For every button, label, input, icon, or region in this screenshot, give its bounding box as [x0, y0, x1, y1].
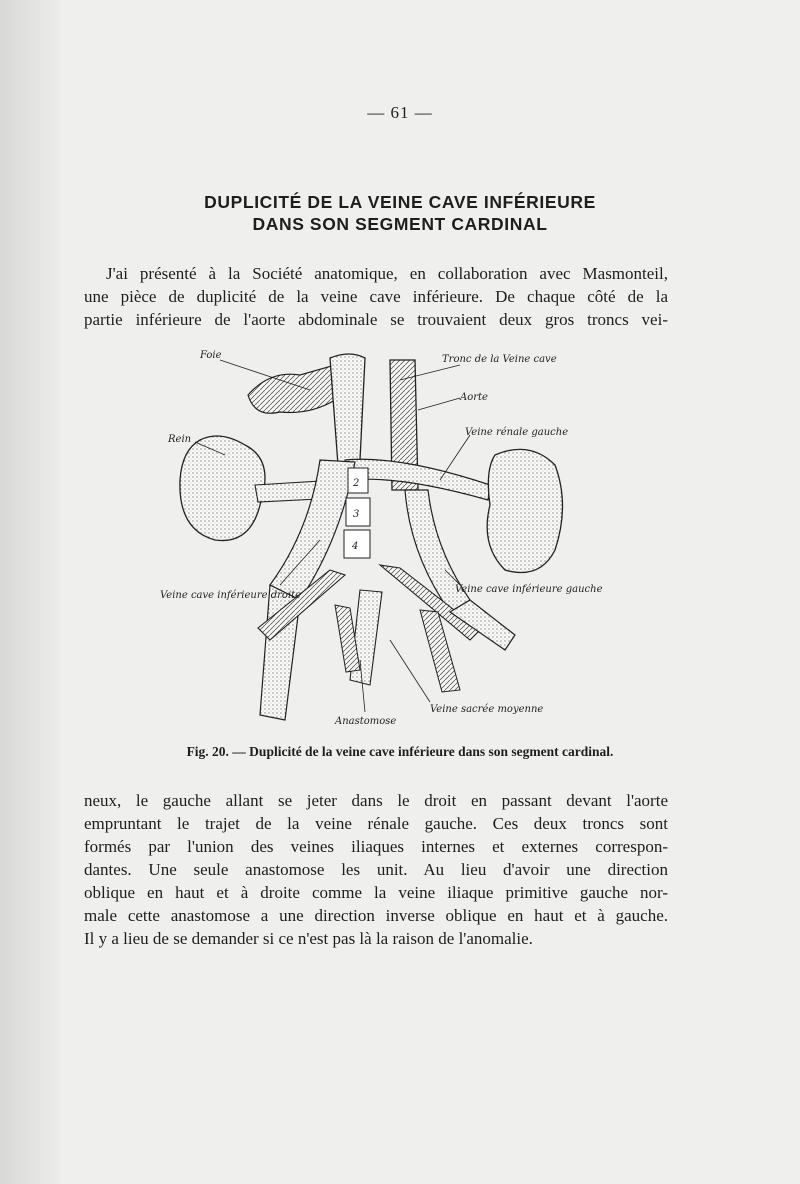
chapter-title-line1: DUPLICITÉ DE LA VEINE CAVE INFÉRIEURE	[204, 192, 596, 212]
left-kidney	[487, 449, 562, 572]
label-vci-droite: Veine cave inférieure droite	[160, 590, 302, 601]
vertebra-2-label: 2	[353, 478, 360, 489]
paragraph-1-line: J'ai présenté à la Société anatomique, en collaboration avec Masmonteil,	[106, 264, 668, 283]
label-aorte: Aorte	[460, 392, 488, 403]
label-vci-gauche: Veine cave inférieure gauche	[455, 584, 603, 595]
paragraph-2-line: empruntant le trajet de la veine rénale gauche. Ces deux troncs sont	[84, 814, 668, 833]
paragraph-1	[84, 262, 668, 331]
ivc-trunk	[330, 354, 365, 465]
paragraph-2-line: dantes. Une seule anastomose les unit. Au lieu d'avoir une direction	[84, 860, 668, 879]
label-sacree: Veine sacrée moyenne	[430, 704, 544, 715]
label-anastomose: Anastomose	[335, 716, 397, 727]
vein-illustration	[160, 340, 630, 735]
paragraph-1-line: une pièce de duplicité de la veine cave inférieure. De chaque côté de la	[84, 287, 668, 306]
label-foie: Foie	[200, 350, 222, 361]
paragraph-2-line: oblique en haut et à droite comme la veine iliaque primitive gauche nor-	[84, 883, 668, 902]
label-rein: Rein	[168, 434, 192, 445]
right-kidney	[180, 436, 265, 541]
page-edge-shadow	[0, 0, 60, 1184]
chapter-title-line2: DANS SON SEGMENT CARDINAL	[252, 214, 548, 234]
label-veine-renale: Veine rénale gauche	[465, 427, 569, 438]
label-tronc: Tronc de la Veine cave	[442, 354, 557, 365]
figure-caption: Fig. 20. — Duplicité de la veine cave inférieure dans son segment cardinal.	[186, 744, 614, 759]
paragraph-2-line: neux, le gauche allant se jeter dans le droit en passant devant l'aorte	[84, 791, 668, 810]
paragraph-2-line: male cette anastomose a une direction inverse oblique en haut et à gauche.	[84, 906, 668, 925]
paragraph-1-line: partie inférieure de l'aorte abdominale se trouvaient deux gros troncs vei-	[84, 310, 668, 329]
vertebra-4-label: 4	[352, 541, 359, 552]
vertebra-3-label: 3	[353, 509, 360, 520]
paragraph-2-line: formés par l'union des veines iliaques internes et externes correspon-	[84, 837, 668, 856]
paragraph-2	[84, 789, 668, 950]
anatomical-figure	[160, 340, 630, 735]
paragraph-2-line: Il y a lieu de se demander si ce n'est pas là la raison de l'anomalie.	[84, 929, 533, 948]
page-number: — 61 —	[367, 103, 433, 122]
liver-shape	[248, 365, 343, 413]
